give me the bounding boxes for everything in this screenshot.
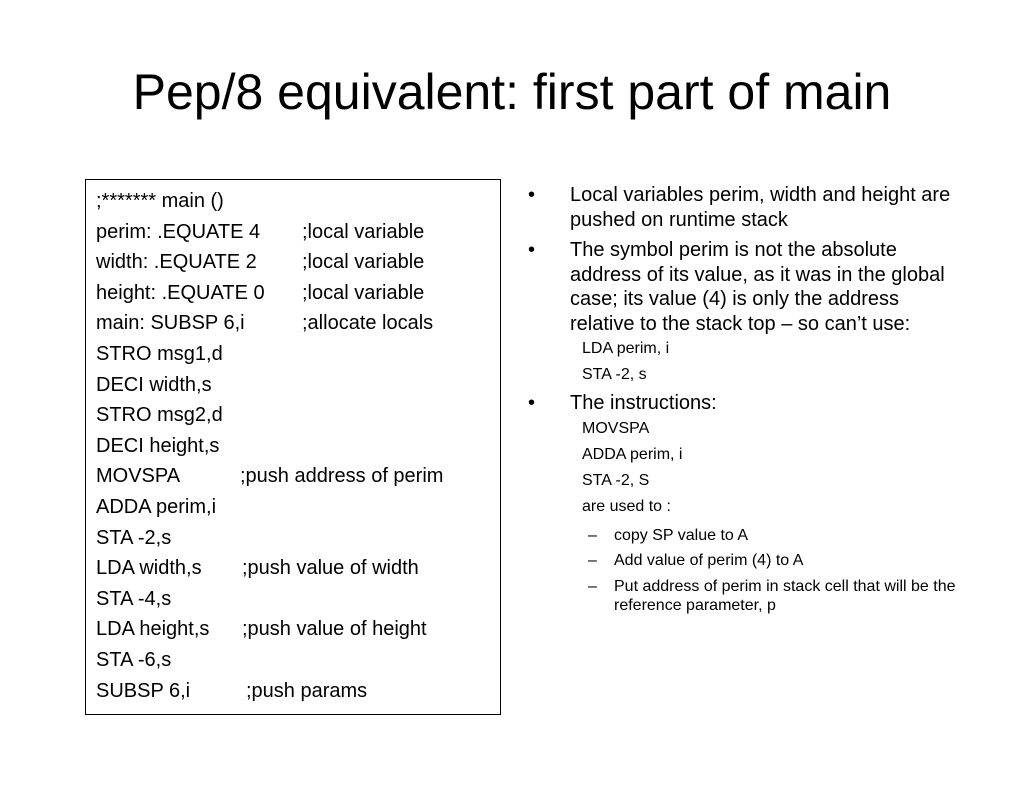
dash-item bbox=[528, 577, 968, 616]
code-text: STRO msg2,d bbox=[96, 404, 223, 427]
bullet-marker: • bbox=[528, 184, 536, 206]
code-comment: ;push value of height bbox=[242, 618, 427, 641]
dash-item bbox=[528, 526, 968, 546]
code-text: width: .EQUATE 2 bbox=[96, 251, 257, 274]
code-line bbox=[96, 431, 500, 462]
code-comment: ;local variable bbox=[302, 281, 425, 304]
code-line bbox=[96, 217, 500, 248]
code-box bbox=[85, 179, 501, 715]
code-text: LDA height,s bbox=[96, 618, 210, 641]
dash-marker: – bbox=[588, 526, 597, 544]
dash-marker: – bbox=[588, 552, 597, 569]
code-text: STA -6,s bbox=[96, 648, 172, 671]
dash-item bbox=[528, 551, 968, 571]
code-text: perim: .EQUATE 4 bbox=[96, 220, 261, 243]
code-text: SUBSP 6,i bbox=[96, 679, 191, 702]
code-text: height: .EQUATE 0 bbox=[96, 281, 265, 304]
code-line bbox=[96, 645, 500, 676]
code-line bbox=[96, 370, 500, 401]
code-text: ;******* main () bbox=[96, 190, 224, 212]
dash-text: Put address of perim in stack cell that will be the reference parameter, p bbox=[614, 577, 956, 614]
bullet-item bbox=[528, 391, 968, 416]
code-line bbox=[96, 614, 500, 645]
bullet-text: Local variables perim, width and height are pushed on runtime stack bbox=[570, 184, 951, 231]
code-example: STA -2, S bbox=[582, 471, 650, 489]
bullet-marker: • bbox=[528, 239, 536, 261]
code-text: STA -4,s bbox=[96, 587, 172, 610]
code-comment: ;push value of width bbox=[242, 557, 419, 580]
code-line bbox=[96, 492, 500, 523]
code-text: DECI width,s bbox=[96, 373, 212, 396]
code-comment: ;push address of perim bbox=[240, 465, 444, 488]
code-line bbox=[96, 308, 500, 339]
code-comment: ;local variable bbox=[302, 251, 425, 274]
code-text: STA -2,s bbox=[96, 526, 172, 549]
code-line bbox=[96, 186, 500, 217]
code-example: ADDA perim, i bbox=[582, 445, 683, 463]
code-line bbox=[96, 247, 500, 278]
code-text: ADDA perim,i bbox=[96, 495, 217, 518]
code-line bbox=[96, 278, 500, 309]
code-line bbox=[96, 400, 500, 431]
dash-text: Add value of perim (4) to A bbox=[614, 552, 804, 569]
code-text: DECI height,s bbox=[96, 434, 220, 457]
code-comment: ;allocate locals bbox=[302, 312, 434, 335]
code-line bbox=[96, 553, 500, 584]
code-example: STA -2, s bbox=[582, 366, 647, 383]
bullet-text: The instructions: bbox=[570, 392, 717, 414]
bullet-text: The symbol perim is not the absolute address of its value, as it was in the global case; its value (4) is only the address relative to the stack top – so can’t use: bbox=[570, 239, 945, 335]
dash-text: copy SP value to A bbox=[614, 526, 749, 544]
slide-title: Pep/8 equivalent: first part of main bbox=[132, 64, 892, 120]
dash-marker: – bbox=[588, 577, 597, 595]
code-line bbox=[96, 676, 500, 707]
code-comment: ;push params bbox=[246, 679, 368, 702]
code-comment: ;local variable bbox=[302, 220, 425, 243]
code-line bbox=[96, 461, 500, 492]
code-line bbox=[96, 339, 500, 370]
bullet-item bbox=[528, 183, 968, 232]
code-line bbox=[96, 523, 500, 554]
code-text: STRO msg1,d bbox=[96, 342, 223, 365]
bullet-marker: • bbox=[528, 392, 536, 414]
code-text: MOVSPA bbox=[96, 465, 181, 488]
code-example: LDA perim, i bbox=[582, 340, 670, 357]
bullet-list bbox=[528, 183, 968, 616]
code-text: main: SUBSP 6,i bbox=[96, 312, 245, 335]
sub-text: are used to : bbox=[582, 497, 671, 515]
code-example: MOVSPA bbox=[582, 419, 650, 437]
code-line bbox=[96, 584, 500, 615]
bullet-item bbox=[528, 238, 968, 336]
code-text: LDA width,s bbox=[96, 557, 202, 580]
